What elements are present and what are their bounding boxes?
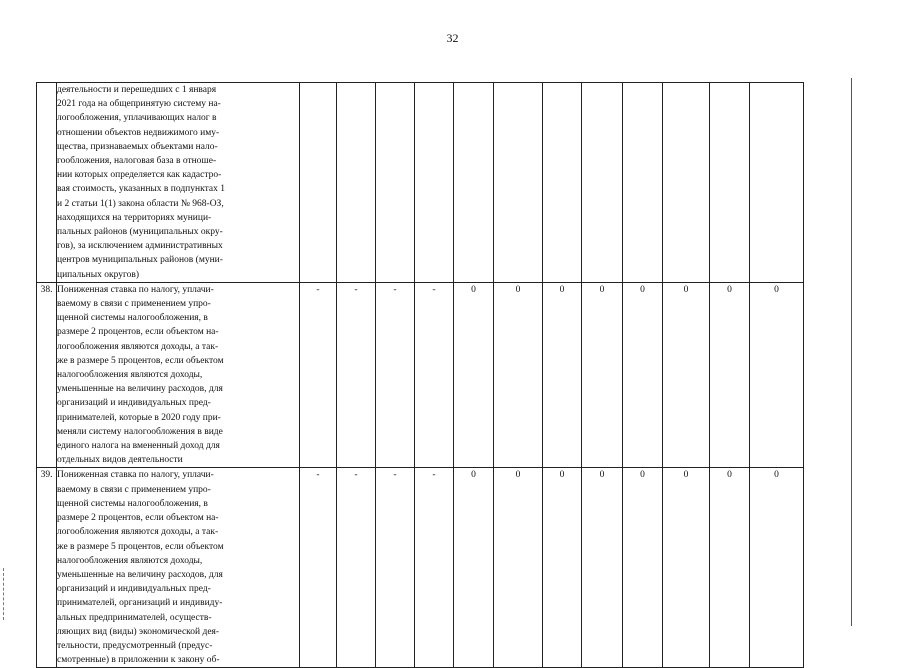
tax-rate-table [36, 82, 804, 668]
row-description [57, 468, 300, 668]
value-cell: - [376, 468, 415, 668]
value-cell: - [415, 468, 454, 668]
value-cell: 0 [543, 282, 582, 468]
value-cell [300, 83, 337, 283]
row-description [57, 83, 300, 283]
description-line: ваемому в связи с применением упро- [57, 484, 211, 495]
description-line: налогообложения являются доходы, [57, 555, 203, 566]
left-margin-marks [3, 568, 9, 620]
value-cell [376, 83, 415, 283]
value-cell: 0 [454, 468, 494, 668]
description-line: щества, признаваемых объектами нало- [57, 141, 218, 152]
description-line: гов), за исключением административных [57, 241, 223, 252]
row-number: 39. [37, 468, 57, 668]
description-line: размере 2 процентов, если объектом на- [57, 513, 219, 524]
value-cell: - [337, 468, 376, 668]
value-cell: 0 [623, 282, 663, 468]
description-line: вая стоимость, указанных в подпунктах 1 [57, 184, 225, 195]
description-line: размере 2 процентов, если объектом на- [57, 327, 219, 338]
row-number [37, 83, 57, 283]
value-cell: 0 [750, 282, 804, 468]
description-line: отдельных видов деятельности [57, 455, 183, 466]
value-cell: 0 [543, 468, 582, 668]
description-line: же в размере 5 процентов, если объектом [57, 355, 224, 366]
value-cell: 0 [582, 282, 623, 468]
description-line: единого налога на вмененный доход для [57, 441, 220, 452]
value-cell [750, 83, 804, 283]
table-row [37, 83, 804, 283]
value-cell: - [337, 282, 376, 468]
value-cell [454, 83, 494, 283]
value-cell: 0 [750, 468, 804, 668]
value-cell [582, 83, 623, 283]
value-cell: - [300, 282, 337, 468]
description-line: деятельности и перешедших с 1 января [57, 85, 217, 95]
description-line: Пониженная ставка по налогу, уплачи- [57, 284, 214, 295]
row-description [57, 282, 300, 468]
value-cell: 0 [494, 468, 543, 668]
description-line: уменьшенные на величину расходов, для [57, 384, 223, 395]
description-line: нии которых определяется как кадастро- [57, 170, 222, 181]
value-cell: 0 [454, 282, 494, 468]
description-line: пальных районов (муниципальных окру- [57, 227, 223, 238]
description-line: отношении объектов недвижимого иму- [57, 127, 220, 138]
description-line: логообложения, уплачивающих налог в [57, 113, 217, 124]
value-cell: 0 [494, 282, 543, 468]
table-row [37, 468, 804, 668]
description-line: центров муниципальных районов (муни- [57, 255, 223, 266]
value-cell: 0 [710, 468, 750, 668]
description-line: принимателей, которые в 2020 году при- [57, 412, 221, 423]
description-line: тельности, предусмотренный (предус- [57, 640, 213, 651]
value-cell [710, 83, 750, 283]
description-line: щенной системы налогообложения, в [57, 498, 208, 509]
value-cell [543, 83, 582, 283]
description-line: уменьшенные на величину расходов, для [57, 569, 223, 580]
row-number: 38. [37, 282, 57, 468]
description-line: и 2 статьи 1(1) закона области № 968-ОЗ, [57, 198, 224, 209]
description-line: альных предпринимателей, осуществ- [57, 612, 212, 623]
description-line: логообложения являются доходы, а так- [57, 341, 219, 352]
value-cell [663, 83, 710, 283]
description-line: ципальных округов) [57, 269, 140, 280]
description-line: находящихся на территориях муници- [57, 212, 212, 223]
description-line: ляющих вид (виды) экономической дея- [57, 626, 220, 637]
value-cell: 0 [663, 468, 710, 668]
value-cell: 0 [663, 282, 710, 468]
value-cell [494, 83, 543, 283]
description-line: принимателей, организаций и индивиду- [57, 598, 223, 609]
description-line: организаций и индивидуальных пред- [57, 398, 211, 409]
description-line: логообложения являются доходы, а так- [57, 527, 219, 538]
description-line: смотренные) в приложении к закону об- [57, 655, 220, 666]
page-number: 32 [446, 31, 459, 45]
table-row [37, 282, 804, 468]
description-line: щенной системы налогообложения, в [57, 313, 208, 324]
description-line: ваемому в связи с применением упро- [57, 299, 211, 310]
description-line: Пониженная ставка по налогу, уплачи- [57, 470, 214, 481]
value-cell: - [300, 468, 337, 668]
description-line: гообложения, налоговая база в отноше- [57, 156, 217, 167]
description-line: 2021 года на общепринятую систему на- [57, 99, 221, 110]
description-line: организаций и индивидуальных пред- [57, 584, 211, 595]
right-margin-rule [851, 78, 852, 626]
value-cell: 0 [623, 468, 663, 668]
value-cell: - [376, 282, 415, 468]
value-cell [623, 83, 663, 283]
value-cell [415, 83, 454, 283]
value-cell [337, 83, 376, 283]
description-line: налогообложения являются доходы, [57, 370, 203, 381]
description-line: же в размере 5 процентов, если объектом [57, 541, 224, 552]
description-line: меняли систему налогообложения в виде [57, 426, 223, 437]
value-cell: - [415, 282, 454, 468]
value-cell: 0 [582, 468, 623, 668]
value-cell: 0 [710, 282, 750, 468]
